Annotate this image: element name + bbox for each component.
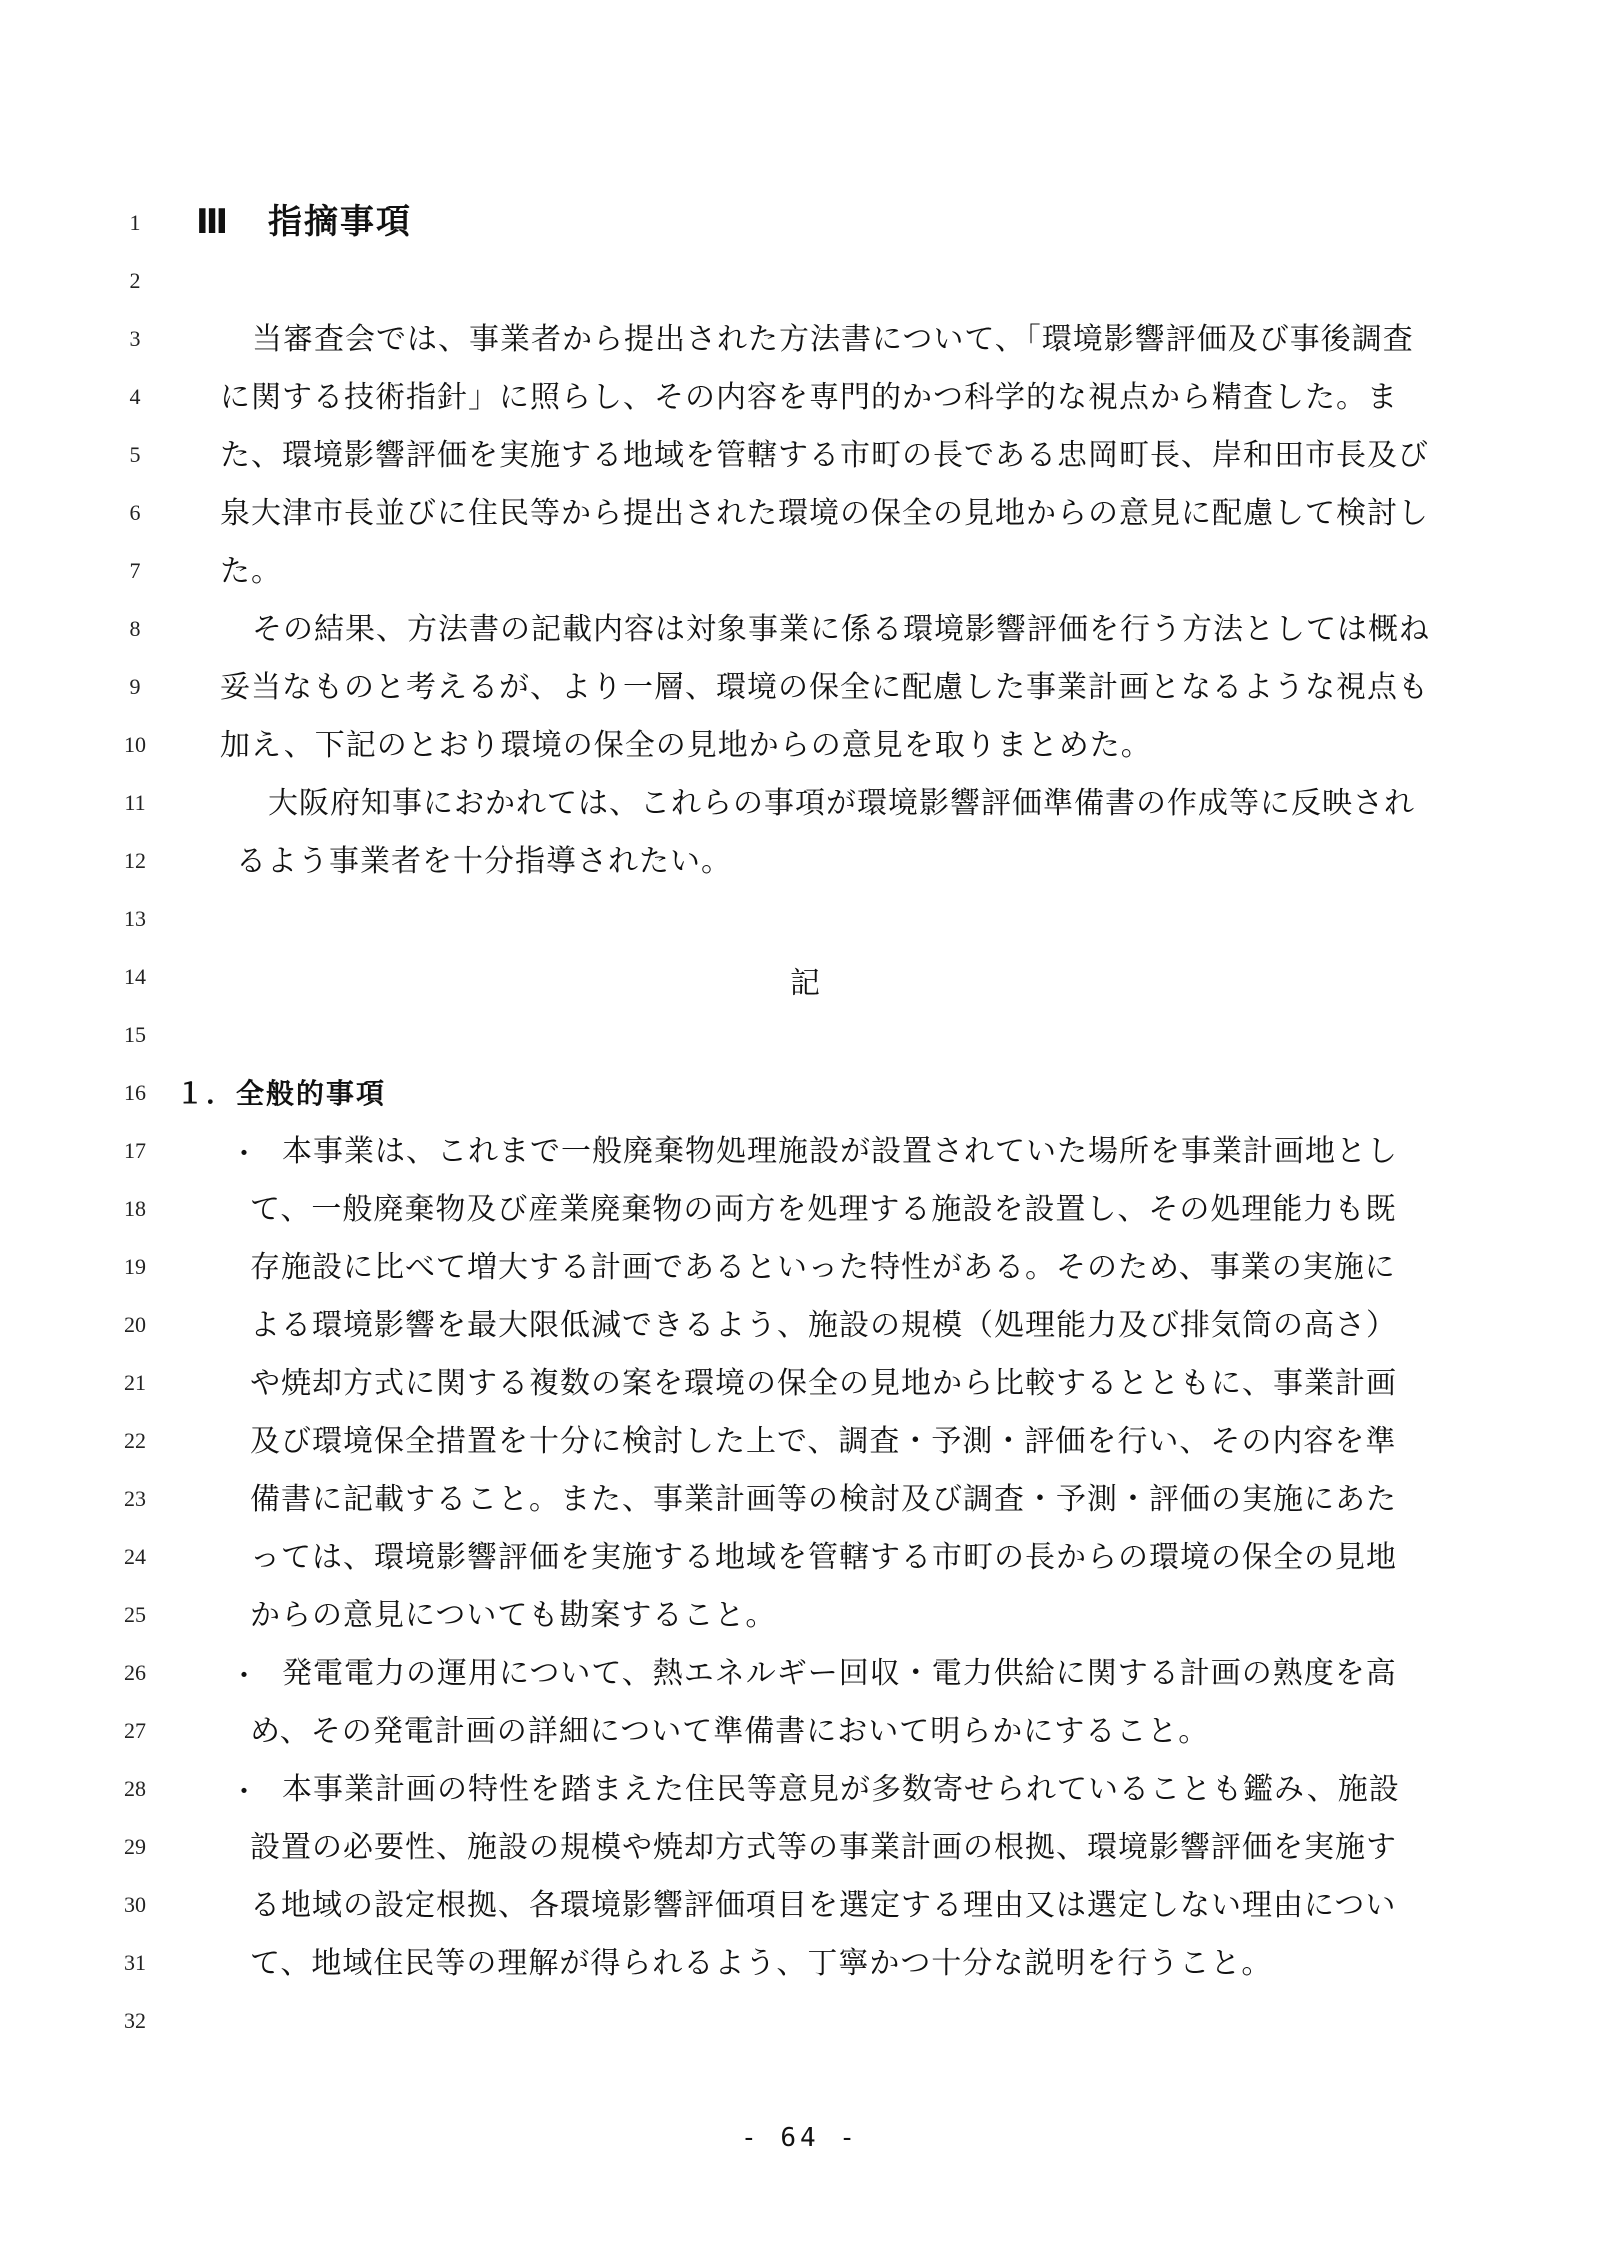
bullet-line: っては、環境影響評価を実施する地域を管轄する市町の長からの環境の保全の見地 bbox=[250, 1540, 1397, 1575]
line-number: 25 bbox=[124, 1602, 146, 1627]
heading-numeral: Ⅲ bbox=[196, 202, 229, 242]
line-31 bbox=[0, 1936, 1600, 1994]
line-7 bbox=[0, 544, 1600, 602]
paragraph-line: 大阪府知事におかれては、これらの事項が環境影響評価準備書の作成等に反映され bbox=[268, 786, 1415, 821]
line-10 bbox=[0, 718, 1600, 776]
paragraph-line: その結果、方法書の記載内容は対象事業に係る環境影響評価を行う方法としては概ね bbox=[252, 612, 1430, 647]
bullet-line: め、その発電計画の詳細について準備書において明らかにすること。 bbox=[250, 1714, 1210, 1749]
line-1 bbox=[0, 196, 1600, 254]
line-3 bbox=[0, 312, 1600, 370]
bullet-icon: ・ bbox=[230, 1659, 259, 1692]
line-number: 31 bbox=[124, 1950, 146, 1975]
line-15 bbox=[0, 1008, 1600, 1066]
line-8 bbox=[0, 602, 1600, 660]
bullet-line: や焼却方式に関する複数の案を環境の保全の見地から比較するとともに、事業計画 bbox=[250, 1366, 1397, 1401]
line-number: 32 bbox=[124, 2008, 146, 2033]
heading-title: 指摘事項 bbox=[268, 202, 412, 242]
paragraph-line: 妥当なものと考えるが、より一層、環境の保全に配慮した事業計画となるような視点も bbox=[220, 670, 1429, 705]
line-number: 17 bbox=[124, 1138, 146, 1163]
line-number: 4 bbox=[129, 384, 141, 409]
bullet-line: 発電電力の運用について、熱エネルギー回収・電力供給に関する計画の熟度を高 bbox=[282, 1656, 1397, 1691]
line-27 bbox=[0, 1704, 1600, 1762]
bullet-line: 及び環境保全措置を十分に検討した上で、調査・予測・評価を行い、その内容を準 bbox=[250, 1424, 1397, 1459]
page-number: - 64 - bbox=[741, 2123, 859, 2153]
line-5 bbox=[0, 428, 1600, 486]
line-29 bbox=[0, 1820, 1600, 1878]
bullet-line: て、一般廃棄物及び産業廃棄物の両方を処理する施設を設置し、その処理能力も既 bbox=[250, 1192, 1397, 1227]
line-number: 27 bbox=[124, 1718, 146, 1743]
line-25 bbox=[0, 1588, 1600, 1646]
line-16 bbox=[0, 1066, 1600, 1124]
bullet-line: 設置の必要性、施設の規模や焼却方式等の事業計画の根拠、環境影響評価を実施す bbox=[250, 1830, 1397, 1865]
paragraph-line: た、環境影響評価を実施する地域を管轄する市町の長である忠岡町長、岸和田市長及び bbox=[220, 438, 1429, 473]
bullet-line: 本事業計画の特性を踏まえた住民等意見が多数寄せられていることも鑑み、施設 bbox=[282, 1772, 1400, 1807]
line-22 bbox=[0, 1414, 1600, 1472]
line-14 bbox=[0, 950, 1600, 1008]
bullet-line: る地域の設定根拠、各環境影響評価項目を選定する理由又は選定しない理由につい bbox=[250, 1888, 1397, 1923]
line-9 bbox=[0, 660, 1600, 718]
line-number: 8 bbox=[129, 616, 141, 641]
line-number: 23 bbox=[124, 1486, 146, 1511]
line-30 bbox=[0, 1878, 1600, 1936]
line-number: 11 bbox=[124, 790, 146, 815]
line-20 bbox=[0, 1298, 1600, 1356]
section-title: １．全般的事項 bbox=[176, 1077, 387, 1110]
bullet-line: 存施設に比べて増大する計画であるといった特性がある。そのため、事業の実施に bbox=[250, 1250, 1396, 1285]
paragraph-line: 加え、下記のとおり環境の保全の見地からの意見を取りまとめた。 bbox=[220, 728, 1152, 763]
line-number: 30 bbox=[124, 1892, 146, 1917]
line-11 bbox=[0, 776, 1600, 834]
line-number: 13 bbox=[124, 906, 146, 931]
line-number: 28 bbox=[124, 1776, 146, 1801]
line-number: 1 bbox=[129, 210, 141, 235]
line-13 bbox=[0, 892, 1600, 950]
line-number: 29 bbox=[124, 1834, 146, 1859]
paragraph-line: 泉大津市長並びに住民等から提出された環境の保全の見地からの意見に配慮して検討し bbox=[220, 496, 1429, 531]
line-2 bbox=[0, 254, 1600, 312]
line-6 bbox=[0, 486, 1600, 544]
bullet-line: て、地域住民等の理解が得られるよう、丁寧かつ十分な説明を行うこと。 bbox=[250, 1946, 1273, 1981]
line-28 bbox=[0, 1762, 1600, 1820]
line-21 bbox=[0, 1356, 1600, 1414]
line-number: 19 bbox=[124, 1254, 146, 1279]
line-number: 20 bbox=[124, 1312, 146, 1337]
line-24 bbox=[0, 1530, 1600, 1588]
line-17 bbox=[0, 1124, 1600, 1182]
paragraph-line: 当審査会では、事業者から提出された方法書について、「環境影響評価及び事後調査 bbox=[252, 322, 1414, 357]
line-number: 16 bbox=[124, 1080, 146, 1105]
line-12 bbox=[0, 834, 1600, 892]
line-number: 7 bbox=[129, 558, 141, 583]
paragraph-line: に関する技術指針」に照らし、その内容を専門的かつ科学的な視点から精査した。ま bbox=[220, 380, 1398, 415]
bullet-icon: ・ bbox=[230, 1137, 259, 1170]
line-32 bbox=[0, 1994, 1600, 2052]
line-number: 5 bbox=[129, 442, 141, 467]
bullet-line: 備書に記載すること。また、事業計画等の検討及び調査・予測・評価の実施にあた bbox=[250, 1482, 1397, 1517]
line-4 bbox=[0, 370, 1600, 428]
line-number: 18 bbox=[124, 1196, 146, 1221]
line-number: 22 bbox=[124, 1428, 146, 1453]
line-23 bbox=[0, 1472, 1600, 1530]
bullet-line: よる環境影響を最大限低減できるよう、施設の規模（処理能力及び排気筒の高さ） bbox=[250, 1308, 1397, 1343]
line-number: 2 bbox=[129, 268, 141, 293]
line-18 bbox=[0, 1182, 1600, 1240]
paragraph-line: た。 bbox=[220, 554, 282, 589]
paragraph-line: るよう事業者を十分指導されたい。 bbox=[236, 844, 732, 879]
bullet-line: からの意見についても勘案すること。 bbox=[250, 1598, 777, 1633]
ki-marker: 記 bbox=[790, 966, 820, 1001]
line-number: 6 bbox=[129, 500, 141, 525]
line-number: 9 bbox=[129, 674, 141, 699]
line-number: 26 bbox=[124, 1660, 146, 1685]
line-number: 14 bbox=[124, 964, 146, 989]
line-number: 10 bbox=[124, 732, 146, 757]
line-19 bbox=[0, 1240, 1600, 1298]
bullet-line: 本事業は、これまで一般廃棄物処理施設が設置されていた場所を事業計画地とし bbox=[282, 1134, 1398, 1169]
line-number: 24 bbox=[124, 1544, 146, 1569]
line-number: 15 bbox=[124, 1022, 146, 1047]
bullet-icon: ・ bbox=[230, 1775, 259, 1808]
line-number: 12 bbox=[124, 848, 146, 873]
line-number: 21 bbox=[124, 1370, 146, 1395]
line-26 bbox=[0, 1646, 1600, 1704]
line-number: 3 bbox=[129, 326, 141, 351]
